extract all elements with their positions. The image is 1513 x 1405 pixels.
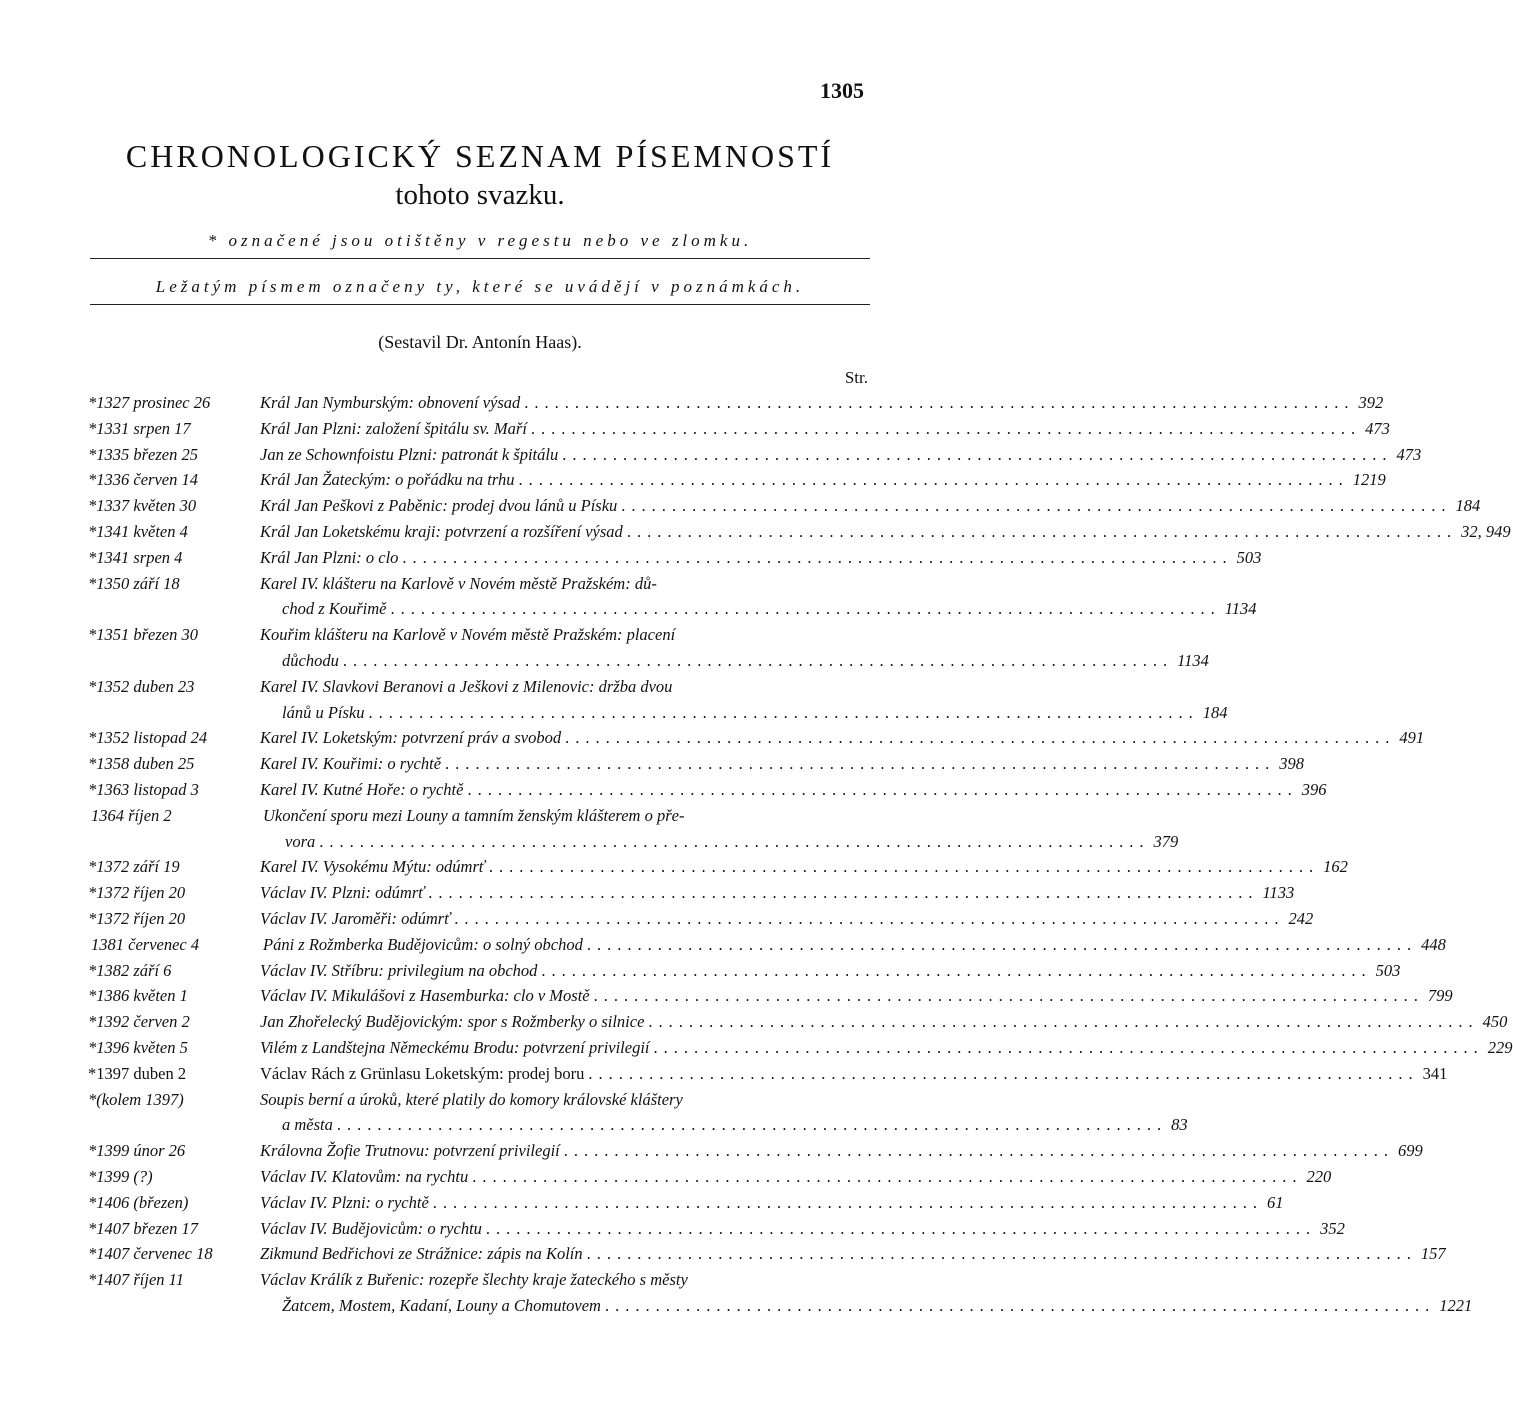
dot-leader: .................................................................................. bbox=[390, 599, 1221, 619]
entry-page: 341 bbox=[1422, 1063, 1448, 1083]
entry-text: Soupis berní a úroků, které platily do komory královské kláštery bbox=[260, 1089, 683, 1109]
entry-text: Karel IV. klášteru na Karlově v Novém městě Pražském: dů- bbox=[260, 573, 657, 593]
entry-text: a města bbox=[282, 1115, 333, 1135]
entry-row bbox=[88, 674, 1228, 726]
entry-date: *(kolem 1397) bbox=[88, 1089, 184, 1109]
entry-line bbox=[260, 1087, 870, 1113]
entry-date: *1399 únor 26 bbox=[88, 1141, 186, 1161]
entry-description bbox=[260, 571, 1257, 623]
dot-leader: .................................................................................. bbox=[648, 1012, 1479, 1032]
entry-description bbox=[263, 932, 1446, 958]
entry-line-last bbox=[260, 1112, 1188, 1138]
document-title: CHRONOLOGICKÝ SEZNAM PÍSEMNOSTÍ bbox=[125, 138, 835, 174]
entry-text: Karel IV. Kutné Hoře: o rychtě bbox=[260, 779, 464, 799]
entry-page: 503 bbox=[1375, 960, 1401, 980]
entry-row bbox=[88, 467, 1386, 493]
entry-description bbox=[260, 880, 1295, 906]
entry-line-last bbox=[260, 442, 1422, 468]
entry-row bbox=[88, 1241, 1446, 1267]
entry-line-last bbox=[263, 829, 1179, 855]
entry-date: 1364 říjen 2 bbox=[91, 805, 172, 825]
dot-leader: .................................................................................. bbox=[336, 1115, 1168, 1135]
entry-description bbox=[260, 467, 1386, 493]
dot-leader: .................................................................................. bbox=[432, 1192, 1264, 1212]
entry-page: 379 bbox=[1153, 831, 1179, 851]
entry-description bbox=[260, 1216, 1345, 1242]
entry-row bbox=[88, 803, 1179, 855]
entry-row bbox=[88, 880, 1295, 906]
entry-date: *1352 duben 23 bbox=[88, 676, 195, 696]
dot-leader: .................................................................................. bbox=[319, 831, 1150, 851]
entry-date: *1352 listopad 24 bbox=[88, 728, 208, 748]
entry-text: Vilém z Landštejna Německému Brodu: potvrzení privilegií bbox=[260, 1037, 650, 1057]
entry-line-last bbox=[260, 648, 1209, 674]
entry-row bbox=[88, 1216, 1345, 1242]
entry-row bbox=[88, 932, 1446, 958]
entry-line-last bbox=[260, 958, 1401, 984]
entry-page: 1134 bbox=[1177, 650, 1209, 670]
entry-page: 184 bbox=[1455, 496, 1481, 516]
entry-date: *1341 květen 4 bbox=[88, 521, 188, 541]
entry-line-last bbox=[260, 751, 1305, 777]
entry-page: 491 bbox=[1399, 728, 1425, 748]
entry-text: Václav Králík z Buřenic: rozepře šlechty kraje žateckého s městy bbox=[260, 1270, 688, 1290]
entry-page: 220 bbox=[1306, 1166, 1332, 1186]
entry-line bbox=[263, 803, 870, 829]
entry-description bbox=[260, 854, 1348, 880]
entry-description bbox=[260, 674, 1228, 726]
entry-row bbox=[88, 751, 1305, 777]
entry-text: Václav IV. Budějovicům: o rychtu bbox=[260, 1218, 482, 1238]
entry-text: Karel IV. Kouřimi: o rychtě bbox=[260, 754, 442, 774]
entry-date: *1407 březen 17 bbox=[88, 1218, 198, 1238]
entry-date: *1337 květen 30 bbox=[88, 496, 197, 516]
entry-date: *1382 září 6 bbox=[88, 960, 172, 980]
entry-text: Kouřim klášteru na Karlově v Novém městě Pražském: placení bbox=[260, 625, 676, 645]
entry-line-last bbox=[260, 1061, 1448, 1087]
entry-page: 1133 bbox=[1262, 883, 1295, 903]
dot-leader: .................................................................................. bbox=[586, 1244, 1417, 1264]
entry-row bbox=[88, 854, 1348, 880]
entry-page: 503 bbox=[1236, 547, 1262, 567]
entry-date: *1386 květen 1 bbox=[88, 986, 188, 1006]
entry-description bbox=[260, 545, 1262, 571]
entry-page: 242 bbox=[1288, 908, 1314, 928]
entry-row bbox=[88, 416, 1390, 442]
dot-leader: .................................................................................. bbox=[428, 883, 1259, 903]
entry-row bbox=[88, 983, 1453, 1009]
document-subtitle: tohoto svazku. bbox=[395, 179, 565, 211]
page-column-label: Str. bbox=[844, 368, 868, 387]
entry-row bbox=[88, 906, 1314, 932]
dot-leader: .................................................................................. bbox=[653, 1037, 1484, 1057]
entry-date: *1336 červen 14 bbox=[88, 470, 198, 490]
entry-page: 61 bbox=[1267, 1192, 1284, 1212]
entry-text: Páni z Rožmberka Budějovicům: o solný obchod bbox=[263, 934, 583, 954]
entry-text: Král Jan Plzni: založení špitálu sv. Maří bbox=[260, 418, 527, 438]
entry-description bbox=[260, 1087, 1188, 1139]
entry-description bbox=[260, 777, 1327, 803]
entry-row bbox=[88, 1061, 1448, 1087]
entry-page: 699 bbox=[1398, 1141, 1423, 1161]
entry-line-last bbox=[260, 700, 1228, 726]
entry-date: *1406 (březen) bbox=[88, 1192, 189, 1212]
entry-text: Král Jan Loketskému kraji: potvrzení a rozšíření výsad bbox=[260, 521, 623, 541]
entry-page: 229 bbox=[1487, 1037, 1513, 1057]
entry-description bbox=[260, 442, 1422, 468]
dot-leader: .................................................................................. bbox=[488, 857, 1320, 877]
entry-page: 352 bbox=[1320, 1218, 1345, 1238]
entry-date: *1372 září 19 bbox=[88, 857, 180, 877]
entry-description bbox=[260, 416, 1390, 442]
entry-date: *1407 červenec 18 bbox=[88, 1244, 213, 1264]
dot-leader: .................................................................................. bbox=[467, 779, 1298, 799]
dot-leader: .................................................................................. bbox=[368, 702, 1199, 722]
entry-page: 799 bbox=[1427, 986, 1453, 1006]
entry-text: Jan Zhořelecký Budějovickým: spor s Rožmberky o silnice bbox=[260, 1012, 645, 1032]
entry-row bbox=[88, 1009, 1508, 1035]
entry-description bbox=[260, 519, 1511, 545]
entry-line-last bbox=[260, 1190, 1284, 1216]
dot-leader: .................................................................................. bbox=[485, 1218, 1317, 1238]
entry-line bbox=[260, 1267, 870, 1293]
entry-description bbox=[260, 1164, 1332, 1190]
entry-text: Václav IV. Mikulášovi z Hasemburka: clo v Mostě bbox=[260, 986, 590, 1006]
dot-leader: .................................................................................. bbox=[342, 650, 1174, 670]
note-marked-entries: * označené jsou otištěny v regestu nebo ve zlomku. bbox=[207, 231, 753, 250]
entry-line-last bbox=[260, 880, 1295, 906]
dot-leader: .................................................................................. bbox=[626, 521, 1458, 541]
entry-description bbox=[263, 803, 1179, 855]
entry-line-last bbox=[260, 596, 1257, 622]
entry-row bbox=[88, 725, 1425, 751]
entry-text: Václav IV. Klatovům: na rychtu bbox=[260, 1166, 469, 1186]
entry-page: 398 bbox=[1279, 754, 1305, 774]
entry-row bbox=[88, 777, 1327, 803]
entry-text: vora bbox=[285, 831, 316, 851]
dot-leader: .................................................................................. bbox=[454, 908, 1285, 928]
entry-row bbox=[88, 493, 1481, 519]
entry-page: 162 bbox=[1323, 857, 1348, 877]
entry-date: *1372 říjen 20 bbox=[88, 883, 186, 903]
entry-page: 184 bbox=[1202, 702, 1228, 722]
entry-description bbox=[260, 1267, 1473, 1319]
entry-text: Karel IV. Slavkovi Beranovi a Ješkovi z Milenovic: držba dvou bbox=[260, 676, 673, 696]
entry-date: *1327 prosinec 26 bbox=[88, 393, 211, 412]
entry-text: důchodu bbox=[282, 650, 339, 670]
entry-list bbox=[88, 390, 1513, 1319]
dot-leader: .................................................................................. bbox=[402, 547, 1233, 567]
entry-row bbox=[88, 1035, 1513, 1061]
entry-description bbox=[260, 983, 1453, 1009]
entry-description bbox=[260, 390, 1384, 416]
entry-text: Václav IV. Plzni: o rychtě bbox=[260, 1192, 429, 1212]
entry-description bbox=[260, 1009, 1508, 1035]
entry-description bbox=[260, 1190, 1284, 1216]
entry-line-last bbox=[260, 416, 1390, 442]
entry-text: lánů u Písku bbox=[282, 702, 365, 722]
page-number: 1305 bbox=[820, 78, 864, 103]
divider-top bbox=[90, 258, 870, 259]
entry-text: chod z Kouřimě bbox=[282, 599, 387, 619]
entry-description bbox=[260, 622, 1209, 674]
entry-description bbox=[260, 1035, 1513, 1061]
note-italic-entries: Ležatým písmem označeny ty, které se uvádějí v poznámkách. bbox=[155, 277, 805, 296]
entry-line-last bbox=[260, 1293, 1473, 1319]
dot-leader: .................................................................................. bbox=[588, 1063, 1419, 1083]
entry-row bbox=[88, 622, 1209, 674]
entry-row bbox=[88, 1138, 1423, 1164]
entry-text: Žatcem, Mostem, Kadaní, Louny a Chomutovem bbox=[282, 1295, 601, 1315]
entry-description bbox=[260, 958, 1401, 984]
entry-text: Král Jan Plzni: o clo bbox=[260, 547, 399, 567]
entry-line bbox=[260, 622, 870, 648]
entry-line-last bbox=[260, 854, 1348, 880]
entry-line-last bbox=[260, 777, 1327, 803]
entry-text: Václav IV. Jaroměři: odúmrť bbox=[260, 908, 451, 928]
entry-row bbox=[88, 1087, 1188, 1139]
entry-text: Karel IV. Vysokému Mýtu: odúmrť bbox=[260, 857, 485, 877]
entry-line-last bbox=[260, 1035, 1513, 1061]
dot-leader: .................................................................................. bbox=[604, 1295, 1436, 1315]
entry-description bbox=[260, 1138, 1423, 1164]
entry-page: 473 bbox=[1365, 418, 1390, 438]
entry-line-last bbox=[260, 1138, 1423, 1164]
entry-text: Král Jan Peškovi z Paběnic: prodej dvou lánů u Písku bbox=[260, 496, 618, 516]
dot-leader: .................................................................................. bbox=[524, 393, 1355, 412]
dot-leader: .................................................................................. bbox=[445, 754, 1276, 774]
entry-description bbox=[260, 1241, 1446, 1267]
dot-leader: .................................................................................. bbox=[563, 1141, 1394, 1161]
entry-line-last bbox=[260, 1216, 1345, 1242]
entry-page: 396 bbox=[1301, 779, 1327, 799]
entry-text: Král Jan Žateckým: o pořádku na trhu bbox=[260, 470, 515, 490]
entry-text: Václav Rách z Grünlasu Loketským: prodej boru bbox=[260, 1063, 585, 1083]
entry-description bbox=[260, 1061, 1448, 1087]
entry-description bbox=[260, 751, 1305, 777]
entry-text: Jan ze Schownfoistu Plzni: patronát k špitálu bbox=[260, 444, 559, 464]
entry-page: 1134 bbox=[1224, 599, 1257, 619]
entry-text: Václav IV. Stříbru: privilegium na obchod bbox=[260, 960, 538, 980]
entry-row bbox=[88, 442, 1422, 468]
entry-page: 392 bbox=[1358, 393, 1384, 412]
entry-row bbox=[88, 1164, 1332, 1190]
entry-line-last bbox=[260, 906, 1314, 932]
entry-line-last bbox=[260, 390, 1384, 416]
dot-leader: .................................................................................. bbox=[562, 444, 1393, 464]
entry-row bbox=[88, 545, 1262, 571]
entry-date: *1396 květen 5 bbox=[88, 1037, 188, 1057]
entry-page: 1219 bbox=[1352, 470, 1386, 490]
entry-text: Král Jan Nymburským: obnovení výsad bbox=[260, 393, 521, 412]
entry-line-last bbox=[260, 519, 1511, 545]
entry-page: 450 bbox=[1482, 1012, 1508, 1032]
entry-date: *1331 srpen 17 bbox=[88, 418, 191, 438]
entry-line-last bbox=[263, 932, 1446, 958]
dot-leader: .................................................................................. bbox=[530, 418, 1362, 438]
entry-page: 473 bbox=[1396, 444, 1422, 464]
entry-date: *1363 listopad 3 bbox=[88, 779, 199, 799]
entry-date: *1351 březen 30 bbox=[88, 625, 198, 645]
entry-description bbox=[260, 906, 1314, 932]
dot-leader: .................................................................................. bbox=[593, 986, 1424, 1006]
dot-leader: .................................................................................. bbox=[621, 496, 1452, 516]
entry-line-last bbox=[260, 983, 1453, 1009]
entry-line-last bbox=[260, 1164, 1332, 1190]
entry-page: 448 bbox=[1421, 934, 1446, 954]
entry-line-last bbox=[260, 725, 1425, 751]
entry-text: Václav IV. Plzni: odúmrť bbox=[260, 883, 425, 903]
entry-row bbox=[88, 958, 1401, 984]
entry-page: 32, 949 bbox=[1461, 521, 1511, 541]
entry-row bbox=[88, 1267, 1473, 1319]
entry-line-last bbox=[260, 545, 1262, 571]
dot-leader: .................................................................................. bbox=[518, 470, 1349, 490]
entry-date: *1372 říjen 20 bbox=[88, 908, 186, 928]
divider-bottom bbox=[90, 304, 870, 305]
entry-page: 157 bbox=[1420, 1244, 1446, 1264]
entry-line-last bbox=[260, 1009, 1508, 1035]
entry-line bbox=[260, 571, 870, 597]
entry-text: Zikmund Bedřichovi ze Strážnice: zápis na Kolín bbox=[260, 1244, 583, 1264]
entry-line-last bbox=[260, 467, 1386, 493]
entry-line-last bbox=[260, 493, 1481, 519]
entry-date: *1407 říjen 11 bbox=[88, 1270, 184, 1290]
entry-line-last bbox=[260, 1241, 1446, 1267]
dot-leader: .................................................................................. bbox=[472, 1166, 1303, 1186]
entry-line bbox=[260, 674, 870, 700]
entry-description bbox=[260, 493, 1481, 519]
entry-date: *1350 září 18 bbox=[88, 573, 180, 593]
compiler-credit: (Sestavil Dr. Antonín Haas). bbox=[378, 332, 582, 352]
entry-text: Ukončení sporu mezi Louny a tamním ženským klášterem o pře- bbox=[263, 805, 685, 825]
entry-date: *1397 duben 2 bbox=[88, 1063, 187, 1083]
entry-page: 1221 bbox=[1439, 1295, 1473, 1315]
entry-description bbox=[260, 725, 1425, 751]
entry-date: *1392 červen 2 bbox=[88, 1012, 190, 1032]
entry-row bbox=[88, 571, 1257, 623]
entry-date: *1358 duben 25 bbox=[88, 754, 195, 774]
entry-row bbox=[88, 390, 1384, 416]
entry-date: 1381 červenec 4 bbox=[91, 934, 200, 954]
entry-text: Karel IV. Loketským: potvrzení práv a svobod bbox=[260, 728, 562, 748]
entry-row bbox=[88, 519, 1511, 545]
dot-leader: .................................................................................. bbox=[541, 960, 1372, 980]
entry-text: Královna Žofie Trutnovu: potvrzení privilegií bbox=[260, 1141, 560, 1161]
entry-date: *1399 (?) bbox=[88, 1166, 153, 1186]
entry-date: *1341 srpen 4 bbox=[88, 547, 183, 567]
dot-leader: .................................................................................. bbox=[565, 728, 1396, 748]
entry-page: 83 bbox=[1171, 1115, 1188, 1135]
entry-row bbox=[88, 1190, 1284, 1216]
dot-leader: .................................................................................. bbox=[586, 934, 1418, 954]
entry-date: *1335 březen 25 bbox=[88, 444, 198, 464]
